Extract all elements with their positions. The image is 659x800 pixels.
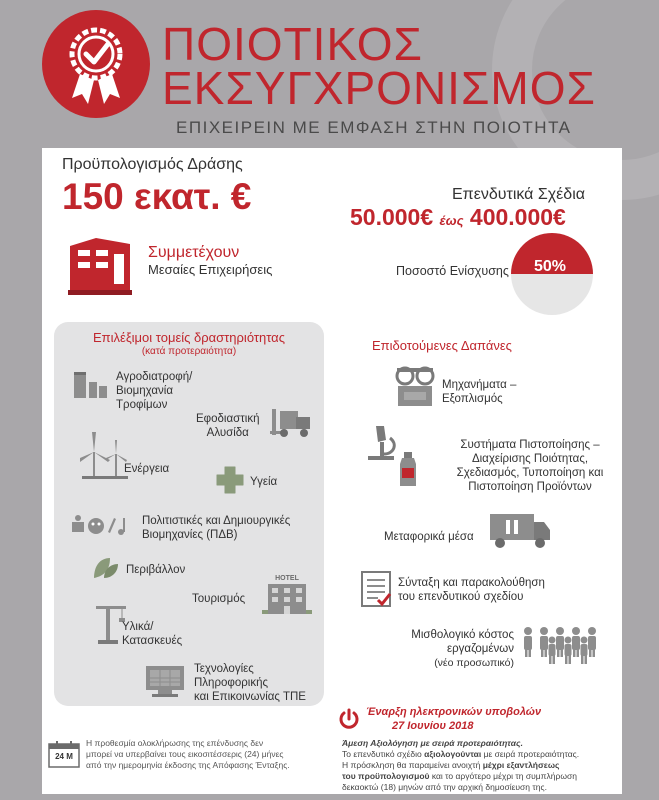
subsidy-percent: 50% xyxy=(534,258,567,275)
budget-value: 150 εκατ. € xyxy=(62,176,252,217)
evaluation-text xyxy=(342,738,579,793)
sector-environment: Περιβάλλον xyxy=(126,564,186,576)
evaluation-bold: Άμεση Αξιολόγηση με σειρά προτεραιότητας. xyxy=(342,738,523,748)
expenses-title: Επιδοτούμενες Δαπάνες xyxy=(372,338,512,353)
calendar-icon xyxy=(48,740,80,768)
evaluation-line-3: του προϋπολογισμού και το αργότερο μέχρι τη συμπλήρωση xyxy=(342,771,577,781)
microscope-icon xyxy=(364,424,398,467)
participants-title: Συμμετέχουν xyxy=(148,244,240,261)
sector-logistics: Εφοδιαστική Αλυσίδα xyxy=(196,413,260,439)
participants-subtitle: Μεσαίες Επιχειρήσεις xyxy=(148,262,273,277)
expense-machinery: Μηχανήματα – Εξοπλισμός xyxy=(442,379,517,405)
sectors-title: Επιλέξιμοι τομείς δραστηριότητας xyxy=(93,330,285,345)
machinery-icon xyxy=(394,366,436,413)
sector-creative: Πολιτιστικές και Δημιουργικές Βιομηχανίες (ΠΔΒ) xyxy=(142,515,291,541)
calendar-label: 24 M xyxy=(55,752,73,761)
forklift-icon xyxy=(270,405,314,444)
food-jars-icon xyxy=(72,370,108,405)
power-icon xyxy=(338,708,360,735)
building-icon xyxy=(66,236,134,296)
subsidy-label: Ποσοστό Ενίσχυσης xyxy=(396,264,509,278)
page-title-line-1: ΠΟΙΟΤΙΚΟΣ xyxy=(162,18,423,70)
page-subtitle: ΕΠΙΧΕΙΡΕΙΝ ΜΕ ΕΜΦΑΣΗ ΣΤΗΝ ΠΟΙΟΤΗΤΑ xyxy=(176,118,572,137)
quality-badge-icon xyxy=(40,8,152,120)
plans-min: 50.000€ xyxy=(350,204,434,230)
hotel-sign: HOTEL xyxy=(275,575,299,582)
budget-label: Προϋπολογισμός Δράσης xyxy=(62,156,243,173)
plans-between: έως xyxy=(439,213,464,228)
truck-icon xyxy=(488,512,552,555)
plans-max: 400.000€ xyxy=(469,204,566,230)
hotel-icon xyxy=(262,574,312,614)
expense-payroll: Μισθολογικό κόστος εργαζομένων (νέο προσωπικό) xyxy=(411,629,514,669)
submission-start-date: 27 Ιουνίου 2018 xyxy=(392,720,474,732)
wind-turbine-icon xyxy=(80,428,130,485)
evaluation-line-1: Το επενδυτικό σχέδιο αξιολογούνται με σειρά προτεραιότητας. xyxy=(342,749,580,759)
evaluation-line-2: Η πρόσκληση θα παραμείνει ανοιχτή μέχρι εξαντλήσεως xyxy=(342,760,560,770)
expense-certification: Συστήματα Πιστοποίησης – Διαχείρισης Ποιότητας, Σχεδιασμός, Τυποποίηση και Πιστοποίηση Προϊόντων xyxy=(456,439,604,493)
health-cross-icon xyxy=(216,466,244,499)
sector-health: Υγεία xyxy=(250,476,278,488)
sector-tourism: Τουρισμός xyxy=(192,593,246,605)
evaluation-line-4: δεκαοκτώ (18) μηνών από την αρχική δημοσίευση της. xyxy=(342,782,547,792)
expense-plan: Σύνταξη και παρακολούθηση του επενδυτικού σχεδίου xyxy=(398,577,545,603)
plans-label: Επενδυτικά Σχέδια xyxy=(452,186,586,203)
deadline-text: Η προθεσμία ολοκλήρωσης της επένδυσης δεν μπορεί να υπερβαίνει τους εικοσιτέσσερις (24) μήνες από την ημερομηνία έκδοσης της Απόφασης Ένταξης. xyxy=(86,738,290,770)
sectors-subtitle: (κατά προτεραιότητα) xyxy=(141,346,237,357)
sector-energy: Ενέργεια xyxy=(124,463,170,475)
plans-range xyxy=(350,204,566,231)
product-bottle-icon xyxy=(398,452,418,491)
employees-group-icon xyxy=(520,626,608,671)
sector-ict: Τεχνολογίες Πληροφορικής και Επικοινωνίας ΤΠΕ xyxy=(194,663,306,703)
creative-industries-icon xyxy=(70,514,136,543)
leaves-icon xyxy=(92,556,120,585)
expense-transport: Μεταφορικά μέσα xyxy=(384,531,474,543)
sector-agri: Αγροδιατροφή/ Βιομηχανία Τροφίμων xyxy=(116,371,193,411)
computer-icon xyxy=(144,664,186,703)
sector-materials: Υλικά/ Κατασκευές xyxy=(122,621,183,647)
submission-start-label: Έναρξη ηλεκτρονικών υποβολών xyxy=(366,706,542,718)
page-title-line-2: ΕΚΣΥΓΧΡΟΝΙΣΜΟΣ xyxy=(162,62,596,114)
document-checklist-icon xyxy=(360,570,392,613)
